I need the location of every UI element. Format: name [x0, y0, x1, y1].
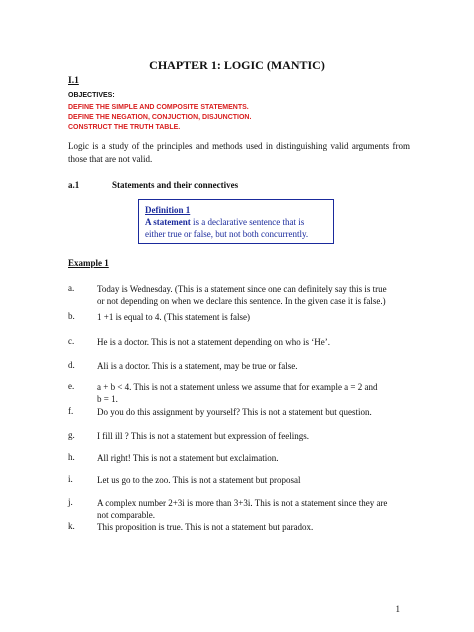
example-item-line: A complex number 2+3i is more than 3+3i. This is not a statement since they are [97, 498, 388, 508]
example-item-line: 1 +1 is equal to 4. (This statement is false) [97, 312, 251, 322]
example-item-line: All right! This is not a statement but exclaimation. [97, 453, 279, 463]
example-item-line: Do you do this assignment by yourself? This is not a statement but question. [97, 407, 372, 417]
objective-item: CONSTRUCT THE TRUTH TABLE. [68, 124, 181, 131]
example-item-line: Let us go to the zoo. This is not a statement but proposal [97, 475, 301, 485]
chapter-title: CHAPTER 1: LOGIC (MANTIC) [149, 58, 325, 72]
example-item-text [97, 452, 412, 464]
definition-line-1 [145, 217, 304, 227]
objective-item: DEFINE THE NEGATION, CONJUCTION, DISJUNCTION. [68, 114, 252, 121]
example-item-line: He is a doctor. This is not a statement depending on who is ‘He’. [97, 337, 331, 347]
example-item-text [97, 497, 412, 521]
example-item-label: d. [68, 360, 75, 370]
objective-item: DEFINE THE SIMPLE AND COMPOSITE STATEMENTS. [68, 104, 249, 111]
example-item-line: or not depending on when we declare this sentence. In the given case it is false.) [97, 296, 386, 306]
example-item-line: This proposition is true. This is not a statement but paradox. [97, 522, 314, 532]
example-item-text [97, 336, 412, 348]
example-item-line: b = 1. [97, 394, 118, 404]
example-item-line: Today is Wednesday. (This is a statement since one can definitely say this is true [97, 284, 387, 294]
subsection-number: a.1 [68, 180, 80, 190]
example-item-label: c. [68, 336, 75, 346]
example-item-text [97, 406, 412, 418]
example-item-text [97, 430, 412, 442]
section-id: I.1 [68, 76, 79, 86]
example-item-line: I fill ill ? This is not a statement but expression of feelings. [97, 431, 310, 441]
example-item-label: a. [68, 283, 75, 293]
example-item-text [97, 521, 412, 533]
example-title: Example 1 [68, 258, 109, 268]
example-item-label: k. [68, 521, 75, 531]
definition-term: A statement [145, 217, 191, 227]
example-item-label: j. [68, 497, 73, 507]
example-item-line: Ali is a doctor. This is a statement, may be true or false. [97, 361, 298, 371]
example-item-line: a + b < 4. This is not a statement unless we assume that for example a = 2 and [97, 382, 378, 392]
example-item-label: f. [68, 406, 74, 416]
definition-text: is a declarative sentence that is [190, 217, 305, 227]
definition-line-2: either true or false, but not both concurrently. [145, 229, 309, 239]
example-item-label: h. [68, 452, 75, 462]
subsection-title: Statements and their connectives [112, 180, 239, 190]
example-item-text [97, 474, 412, 486]
example-item-text [97, 360, 412, 372]
page-number: 1 [395, 604, 400, 614]
example-item-line: not comparable. [97, 510, 155, 520]
definition-title: Definition 1 [145, 205, 191, 215]
example-item-text [97, 311, 412, 323]
example-item-label: g. [68, 430, 75, 440]
example-item-label: i. [68, 474, 73, 484]
example-item-text [97, 283, 412, 307]
example-item-text [97, 381, 412, 405]
example-item-label: b. [68, 311, 75, 321]
objectives-heading: OBJECTIVES: [68, 92, 115, 99]
example-item-label: e. [68, 381, 75, 391]
intro-paragraph: Logic is a study of the principles and methods used in distinguishing valid arguments from those that are not valid. [68, 141, 410, 164]
definition-box [138, 199, 334, 244]
